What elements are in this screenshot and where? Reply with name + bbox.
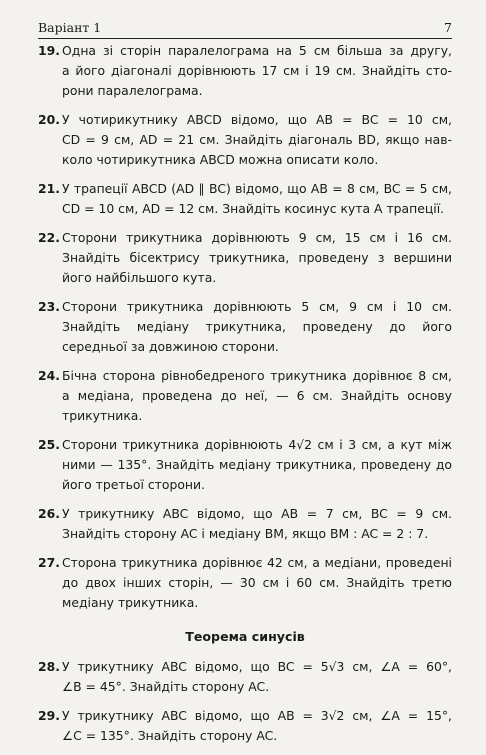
problem-item [38, 553, 452, 613]
problem-number: 29. [38, 708, 60, 723]
problem-number: 24. [38, 368, 60, 383]
problem-number: 23. [38, 299, 60, 314]
problem-text-line: рони паралелограма. [62, 83, 203, 98]
problem-text-line: Знайдіть сторону AC і медіану BM, якщо BM : AC = 2 : 7. [62, 526, 429, 541]
problem-text-line: У чотирикутнику ABCD відомо, що AB = BC = 10 см, [62, 112, 452, 127]
problem-item [38, 179, 452, 219]
problem-text-line: У трикутнику ABC відомо, що AB = 7 см, BC = 9 см. [62, 506, 452, 521]
variant-label: Варіант 1 [38, 20, 102, 35]
problem-number: 28. [38, 659, 60, 674]
problem-text-line: ними — 135°. Знайдіть медіану трикутника, проведену до [62, 457, 452, 472]
problem-text-line: CD = 9 см, AD = 21 см. Знайдіть діагональ BD, якщо нав- [62, 132, 452, 147]
problem-text-line: CD = 10 см, AD = 12 см. Знайдіть косинус кута A трапеції. [62, 201, 445, 216]
problem-number: 22. [38, 230, 60, 245]
problem-list [38, 41, 452, 755]
problem-text [62, 366, 452, 426]
problem-number: 20. [38, 112, 60, 127]
problem-text [62, 228, 452, 288]
problem-item [38, 297, 452, 357]
problem-item [38, 41, 452, 101]
problem-text-line: трикутника. [62, 408, 143, 423]
problem-item [38, 706, 452, 746]
problem-text-line: Сторони трикутника дорівнюють 5 см, 9 см і 10 см. [62, 299, 452, 314]
problem-number: 27. [38, 555, 60, 570]
problem-number: 25. [38, 437, 60, 452]
problem-text-line: ∠C = 135°. Знайдіть сторону AC. [62, 728, 278, 743]
problem-text [62, 657, 452, 697]
problem-text-line: середньої за довжиною сторони. [62, 339, 279, 354]
problem-item [38, 228, 452, 288]
page-header [38, 20, 452, 39]
problem-text [62, 41, 452, 101]
problem-item [38, 504, 452, 544]
problem-text-line: його найбільшого кута. [62, 270, 217, 285]
problem-text-line: У трапеції ABCD (AD ∥ BC) відомо, що AB = 8 см, BC = 5 см, [62, 181, 452, 196]
problem-text-line: Сторона трикутника дорівнює 42 см, а медіани, проведені [62, 555, 452, 570]
problem-text-line: Знайдіть бісектрису трикутника, проведену з вершини [62, 250, 452, 265]
problem-group-b [38, 657, 452, 746]
section-title: Теорема синусів [185, 629, 305, 644]
problem-text [62, 179, 452, 219]
problem-text [62, 504, 452, 544]
problem-text [62, 297, 452, 357]
problem-text-line: його третьої сторони. [62, 477, 206, 492]
problem-text [62, 435, 452, 495]
problem-number: 21. [38, 181, 60, 196]
problem-item [38, 366, 452, 426]
problem-text [62, 110, 452, 170]
problem-text-line: Бічна сторона рівнобедреного трикутника дорівнює 8 см, [62, 368, 452, 383]
problem-text-line: У трикутнику ABC відомо, що AB = 3√2 см, ∠A = 15°, [62, 708, 452, 723]
problem-text-line: а його діагоналі дорівнюють 17 см і 19 см. Знайдіть сто- [62, 63, 452, 78]
problem-number: 26. [38, 506, 60, 521]
problem-text-line: Одна зі сторін паралелограма на 5 см більша за другу, [62, 43, 452, 58]
page-number: 7 [444, 20, 452, 35]
problem-text [62, 553, 452, 613]
problem-text-line: Знайдіть медіану трикутника, проведену до його [62, 319, 452, 334]
problem-text-line: медіану трикутника. [62, 595, 199, 610]
problem-item [38, 657, 452, 697]
problem-group-a [38, 41, 452, 613]
problem-text-line: коло чотирикутника ABCD можна описати коло. [62, 152, 379, 167]
problem-text-line: У трикутнику ABC відомо, що BC = 5√3 см, ∠A = 60°, [62, 659, 452, 674]
problem-text-line: а медіана, проведена до неї, — 6 см. Знайдіть основу [62, 388, 452, 403]
problem-text-line: Сторони трикутника дорівнюють 9 см, 15 см і 16 см. [62, 230, 452, 245]
problem-item [38, 435, 452, 495]
problem-text-line: Сторони трикутника дорівнюють 4√2 см і 3 см, а кут між [62, 437, 452, 452]
problem-text-line: до двох інших сторін, — 30 см і 60 см. Знайдіть третю [62, 575, 452, 590]
problem-item [38, 110, 452, 170]
problem-text-line: ∠B = 45°. Знайдіть сторону AC. [62, 679, 270, 694]
problem-text [62, 706, 452, 746]
problem-number: 19. [38, 43, 60, 58]
